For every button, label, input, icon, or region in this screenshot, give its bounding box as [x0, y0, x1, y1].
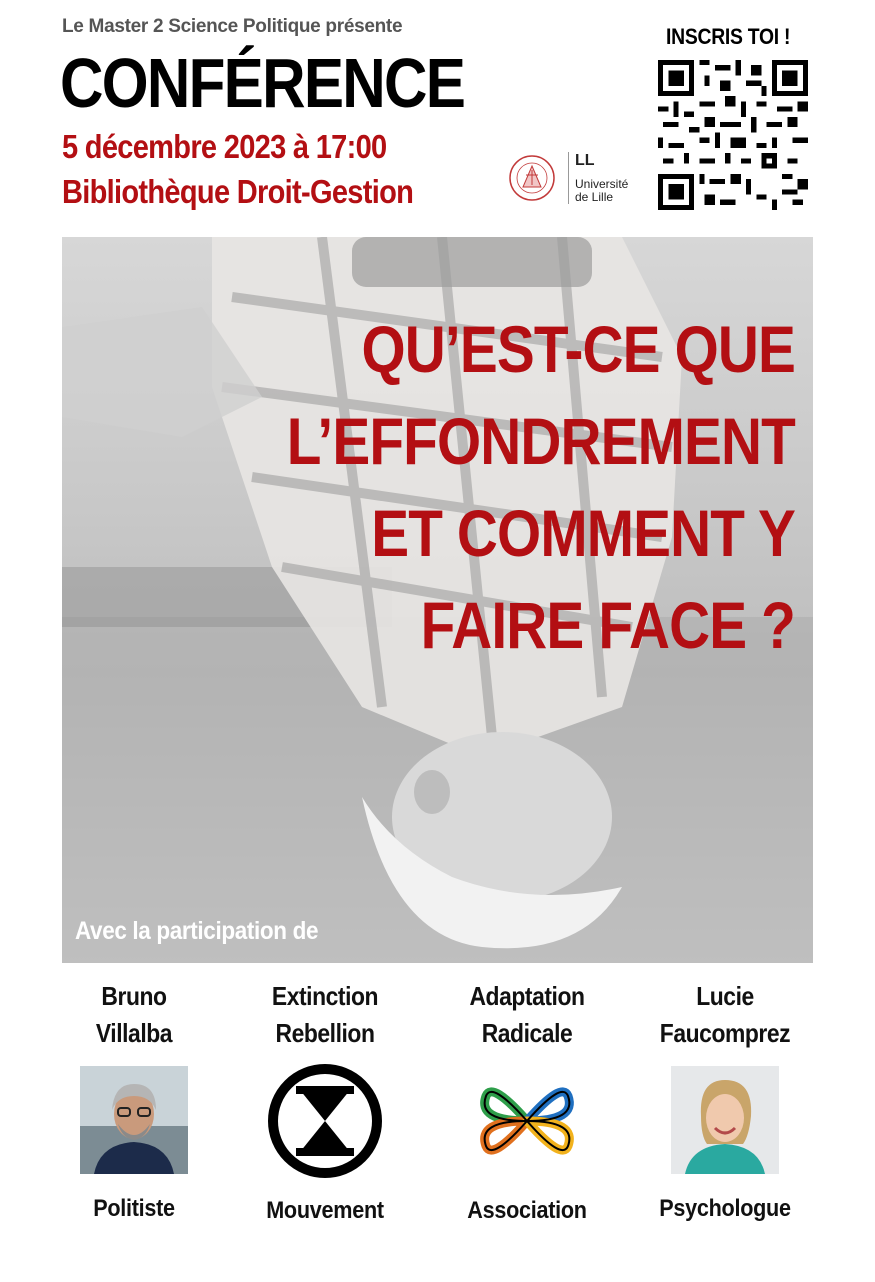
speaker-name: Villalba — [95, 1018, 173, 1048]
signup-label: INSCRIS TOI ! — [666, 24, 791, 49]
speaker-role: Psychologue — [659, 1195, 791, 1222]
university-mark: LL — [575, 152, 595, 169]
university-name: Université de Lille — [575, 177, 629, 204]
conference-title: CONFÉRENCE — [60, 44, 465, 122]
speaker-name: Faucomprez — [659, 1018, 791, 1048]
speaker-extinction-rebellion — [225, 978, 425, 1225]
qr-code-icon[interactable] — [658, 60, 808, 210]
participation-label: Avec la participation de — [75, 917, 319, 945]
presenter-line: Le Master 2 Science Politique présente — [62, 16, 403, 37]
adaptation-radicale-knot-icon — [472, 1066, 582, 1176]
question-line: ET COMMENT Y — [371, 496, 795, 570]
speaker-adaptation-radicale — [427, 978, 627, 1225]
speaker-role: Association — [467, 1197, 587, 1224]
speaker-role: Mouvement — [266, 1197, 384, 1224]
speaker-role: Politiste — [93, 1195, 175, 1222]
question-line: QU’EST-CE QUE — [361, 312, 795, 386]
partner-logos — [508, 150, 643, 210]
logo-divider — [568, 152, 569, 204]
extinction-rebellion-icon — [266, 1062, 384, 1180]
university-seal-icon — [508, 154, 556, 202]
speaker-photo — [671, 1066, 779, 1174]
speaker-name: Rebellion — [275, 1018, 375, 1048]
speaker-bruno-villalba — [34, 978, 234, 1223]
conference-question — [287, 303, 795, 671]
speaker-lucie-faucomprez — [625, 978, 825, 1223]
speaker-name: Extinction — [271, 981, 379, 1011]
speaker-name: Lucie — [696, 981, 754, 1011]
speaker-name: Adaptation — [469, 981, 585, 1011]
speaker-photo — [80, 1066, 188, 1174]
question-line: L’EFFONDREMENT — [286, 404, 795, 478]
event-venue: Bibliothèque Droit-Gestion — [62, 173, 414, 210]
event-date: 5 décembre 2023 à 17:00 — [62, 128, 387, 165]
speaker-name: Bruno — [101, 981, 167, 1011]
question-line: FAIRE FACE ? — [420, 588, 795, 662]
speaker-name: Radicale — [481, 1018, 573, 1048]
hero-image-panel — [62, 237, 813, 963]
